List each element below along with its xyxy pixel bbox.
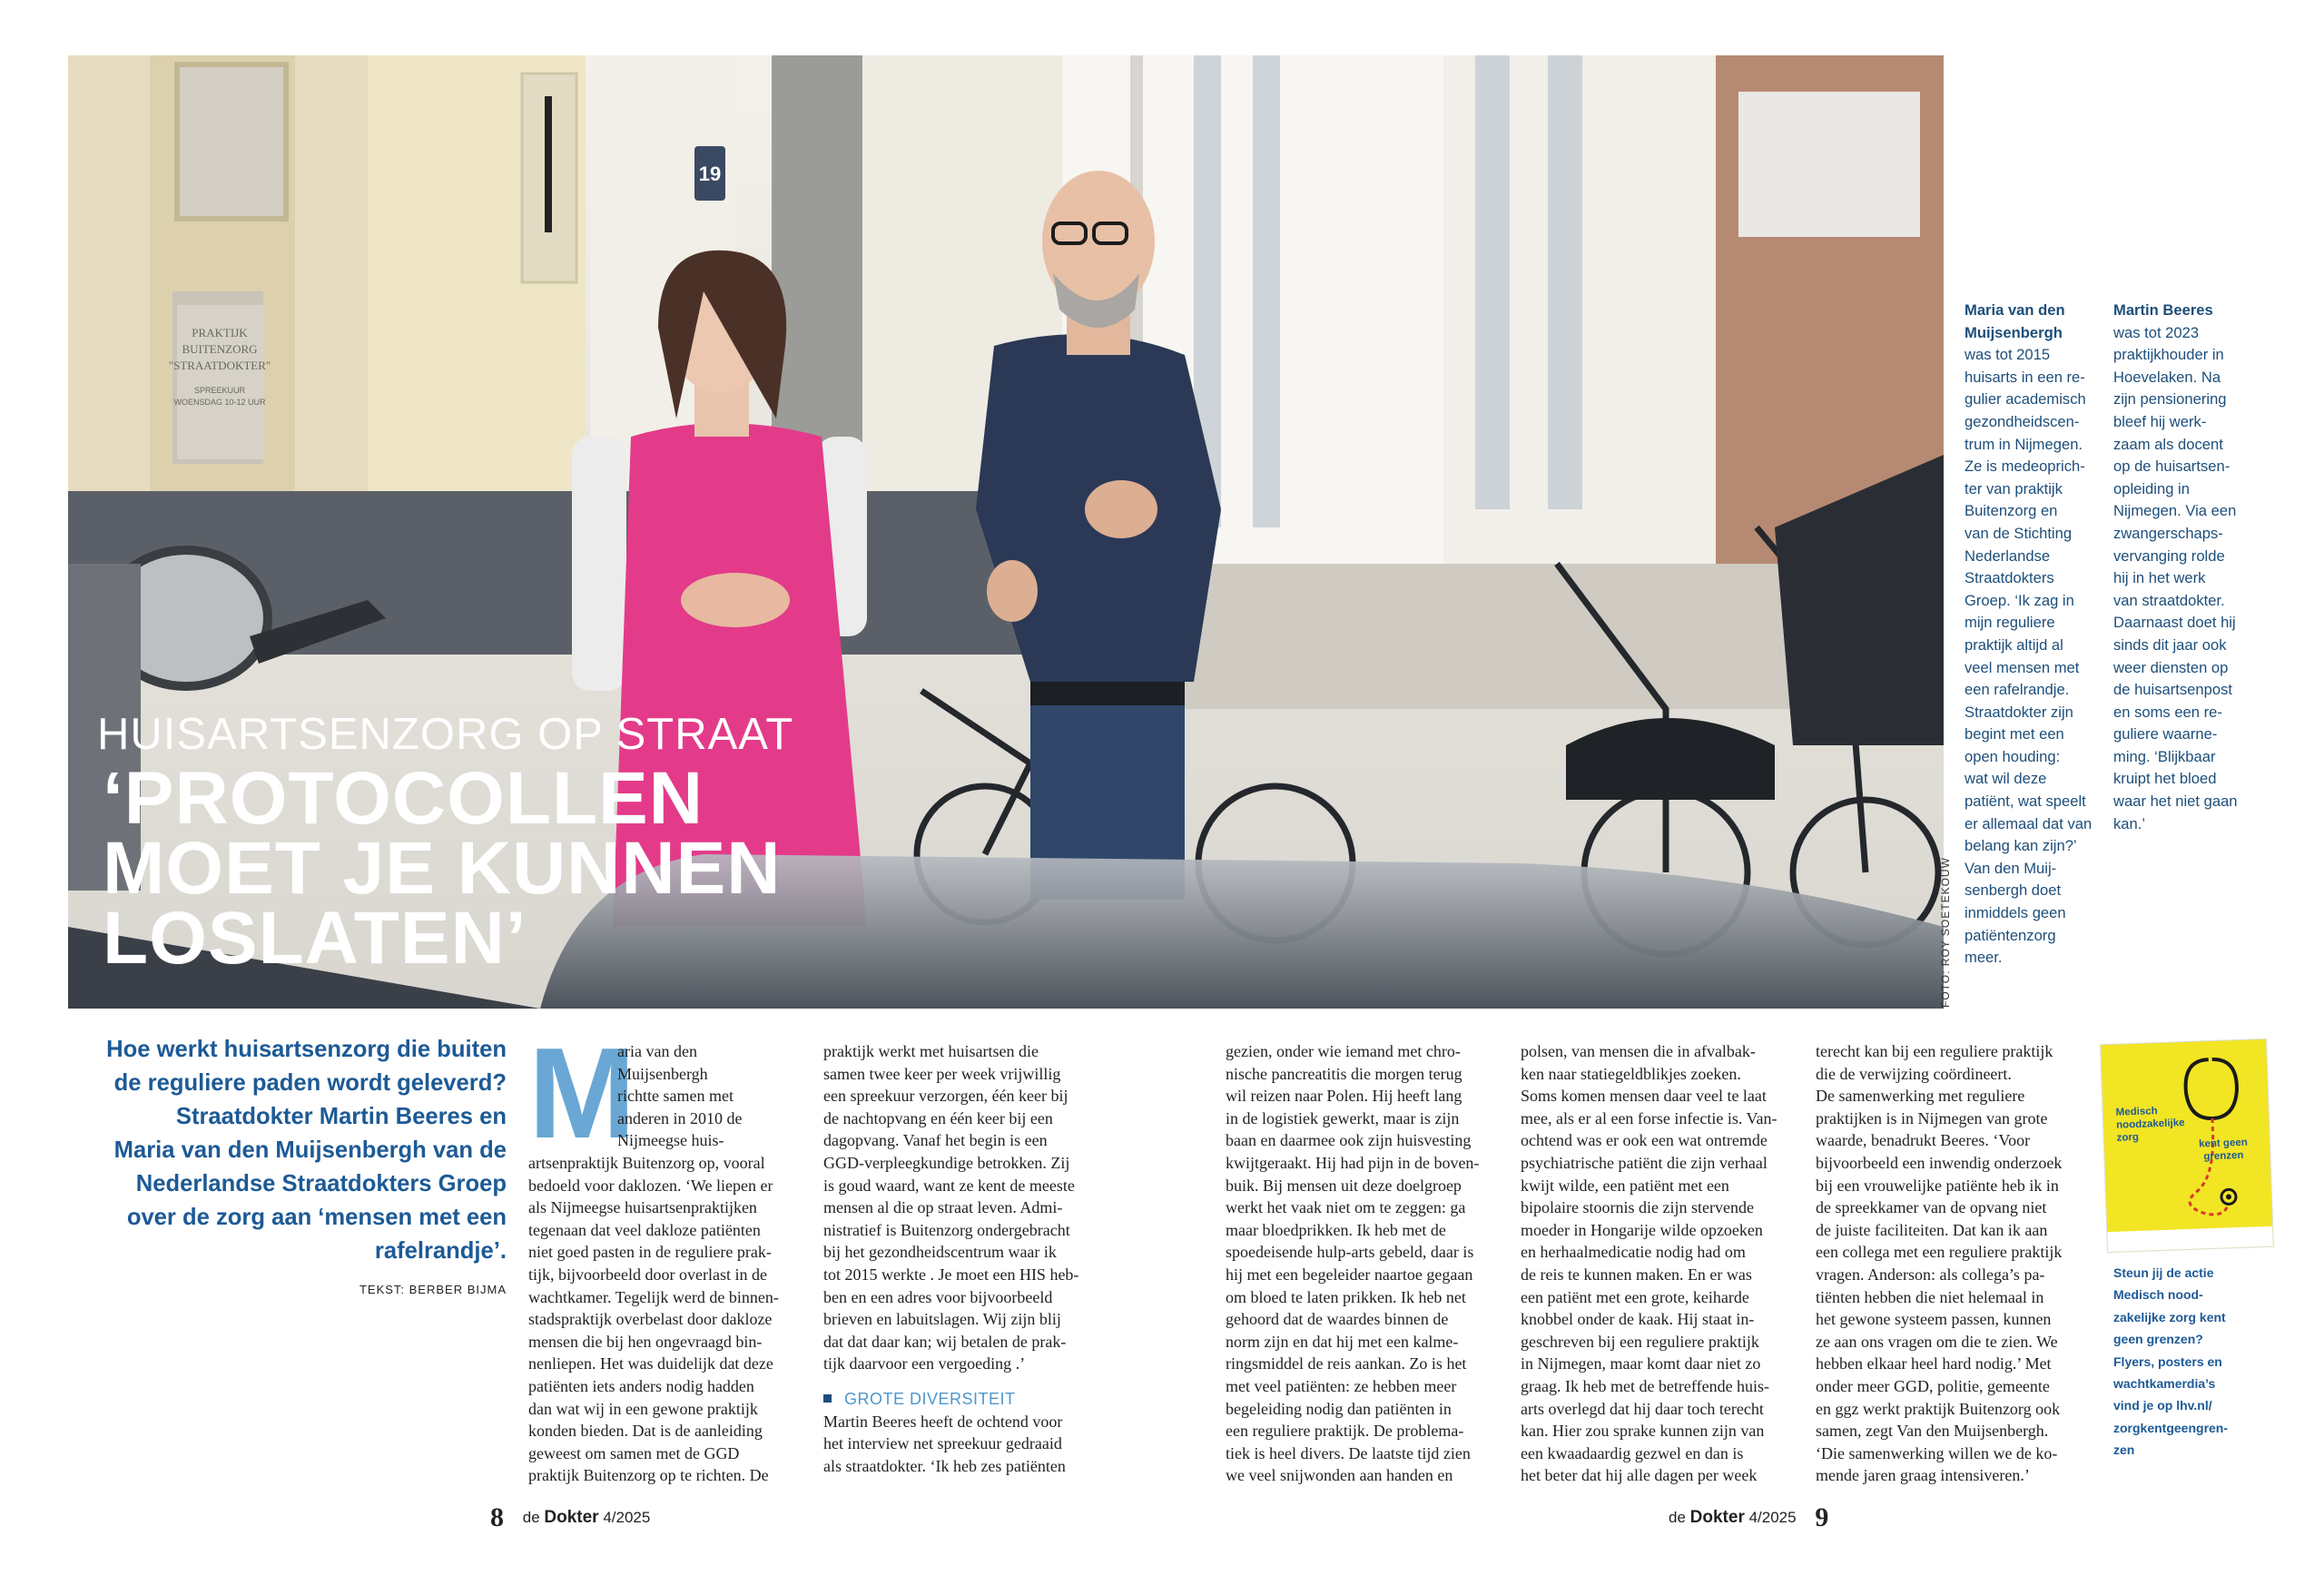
text-line: tiek is heel divers. De laatste tijd zien (1226, 1443, 1471, 1462)
text-line: werkt het vaak niet om te zeggen: ga (1226, 1198, 1466, 1217)
text-line: spoedeisende hulp-arts gebeld, daar is (1226, 1243, 1474, 1262)
page-number: 8 (490, 1502, 504, 1532)
text-line: arts overlegd dat hij daar toch terecht (1521, 1399, 1764, 1418)
poster-subtitle: kent geen grenzen (2198, 1137, 2248, 1163)
bio-line: hij in het werk (2113, 569, 2206, 587)
poster-title: Medisch noodzakelijke zorg (2115, 1106, 2185, 1144)
text-line: praktijk Buitenzorg op te richten. De (528, 1466, 769, 1485)
text-line: maar bloedprikken. Ik heb met de (1226, 1220, 1446, 1239)
headline-line: ‘PROTOCOLLEN (103, 757, 704, 840)
text-line: een reguliere praktijk. De problema- (1226, 1422, 1464, 1441)
bio-line: begint met een (1965, 725, 2064, 743)
text-line: mende jaren graag intensiveren.’ (1816, 1466, 2030, 1485)
text-line: bij een vrouwelijke patiënte heb ik in (1816, 1176, 2059, 1195)
body-column-4 (1521, 1040, 1802, 1487)
bio-line: zaam als docent (2113, 435, 2223, 453)
text-line: brieven en labuitslagen. Wij zijn blij (823, 1310, 1061, 1329)
text-line: mensen die bij hen ongevraagd bin- (528, 1332, 763, 1351)
magazine-name: Dokter (544, 1508, 599, 1527)
text-line: ringsmiddel de reis aankan. Zo is het (1226, 1354, 1467, 1373)
text-line: de spreekkamer van de opvang niet (1816, 1198, 2047, 1217)
bio-line: ter van praktijk (1965, 479, 2063, 497)
bio-line: kan.’ (2113, 814, 2146, 832)
text-line: bij het gezondheidscentrum waar ik (823, 1243, 1057, 1262)
text-line: terecht kan bij een reguliere praktijk (1816, 1042, 2053, 1060)
text-line: polsen, van mensen die in afvalbak- (1521, 1042, 1756, 1060)
text-line: tegenaan dat veel dakloze patiënten (528, 1220, 761, 1239)
svg-text:SPREEKUUR: SPREEKUUR (193, 386, 246, 395)
column-lines (823, 1411, 1100, 1478)
body-column-3 (1226, 1040, 1507, 1487)
text-line: ‘Die samenwerking willen we de ko- (1816, 1443, 2058, 1462)
bio-line: open houding: (1965, 747, 2061, 765)
text-line: ochtend was er ook een wat ontremde (1521, 1131, 1768, 1150)
bio-line: gulier academisch (1965, 390, 2086, 409)
bio-name: Muijsenbergh (1965, 323, 2063, 341)
article-intro (80, 1033, 507, 1268)
text-line: Soms komen mensen daar veel te laat (1521, 1087, 1767, 1106)
headline-line: MOET JE KUNNEN (103, 827, 782, 910)
text-line: GGD-verpleegkundige betrokken. Zij (823, 1153, 1070, 1172)
column-lines (1521, 1040, 1802, 1487)
headline-line: LOSLATEN’ (103, 897, 527, 980)
column-lines (1816, 1040, 2102, 1487)
bio-line: Straatdokters (1965, 569, 2054, 587)
text-line: wachtkamer. Tegelijk werd de binnen- (528, 1287, 779, 1306)
bio-line: er allemaal dat van (1965, 814, 2093, 832)
bio-line: opleiding in (2113, 479, 2190, 497)
text-line: de juiste faciliteiten. Dat kan ik aan (1816, 1220, 2048, 1239)
text-line: buik. Bij mensen uit deze doelgroep (1226, 1176, 1462, 1195)
text-line: Muijsenbergh (617, 1064, 708, 1083)
bio-line: veel mensen met (1965, 658, 2080, 676)
text-line: nenliepen. Het was duidelijk dat deze (528, 1354, 773, 1373)
square-bullet-icon (823, 1394, 832, 1403)
bio-line: weer diensten op (2113, 658, 2229, 676)
bio-line: praktijkhouder in (2113, 346, 2224, 364)
article-kicker: HUISARTSENZORG OP STRAAT (97, 710, 794, 759)
text-line: kwijt wilde, een patiënt met een (1521, 1176, 1729, 1195)
bio-line: patiënt, wat speelt (1965, 792, 2086, 811)
bio-line: belang kan zijn?’ (1965, 837, 2077, 855)
sidebar-caption (2113, 1262, 2250, 1462)
campaign-poster (2101, 1039, 2273, 1252)
intro-line: over de zorg aan ‘mensen met een (126, 1205, 507, 1230)
caption-line: zen (2113, 1442, 2135, 1458)
text-line: ken naar statiegeldblikjes zoeken. (1521, 1064, 1741, 1083)
text-line: kwijtgeraakt. Hij had pijn in de boven- (1226, 1153, 1480, 1172)
svg-text:WOENSDAG 10-12 UUR: WOENSDAG 10-12 UUR (173, 398, 266, 407)
text-line: dagopvang. Vanaf het begin is een (823, 1131, 1048, 1150)
svg-text:19: 19 (698, 162, 722, 185)
bio-line: waar het niet gaan (2113, 792, 2238, 811)
text-line: niet goed pasten in de reguliere prak- (528, 1243, 772, 1262)
text-line: baan en daarmee ook zijn huisvesting (1226, 1131, 1472, 1150)
bio-line: bleef hij werk- (2113, 412, 2207, 430)
text-line: Martin Beeres heeft de ochtend voor (823, 1412, 1063, 1431)
bio-name: Maria van den (1965, 301, 2065, 319)
text-line: we veel snijwonden aan handen en (1226, 1466, 1453, 1485)
text-line: samen, zegt Van den Muijsenbergh. (1816, 1422, 2049, 1441)
column-lines (823, 1040, 1100, 1375)
bio-maria (1965, 300, 2101, 970)
bio-line: patiëntenzorg (1965, 926, 2056, 944)
column-lines (528, 1152, 805, 1487)
text-line: de reis te kunnen maken. En er was (1521, 1265, 1752, 1284)
text-line: het gewone systeem passen, kunnen (1816, 1310, 2052, 1329)
text-line: graag. Ik heb met de betreffende huis- (1521, 1376, 1770, 1395)
text-line: bedoeld voor daklozen. ‘We liepen er (528, 1176, 773, 1195)
bio-line: inmiddels geen (1965, 904, 2066, 922)
text-line: knobbel onder de kaak. Hij staat in- (1521, 1310, 1755, 1329)
text-line: geweest om samen met de GGD (528, 1443, 740, 1462)
bio-line: Buitenzorg en (1965, 502, 2058, 520)
bio-line: trum in Nijmegen. (1965, 435, 2083, 453)
text-line: ze aan ons vragen om die te zien. We (1816, 1332, 2058, 1351)
caption-line: vind je op lhv.nl/ (2113, 1398, 2212, 1413)
caption-line: Steun jij de actie (2113, 1265, 2214, 1280)
text-line: anderen in 2010 de (617, 1108, 743, 1127)
folio-right: de Dokter 4/2025 9 (1669, 1502, 1829, 1532)
caption-line: zakelijke zorg kent (2113, 1309, 2226, 1324)
text-line: mensen al die op straat leven. Admi- (823, 1198, 1063, 1217)
bio-line: Groep. ‘Ik zag in (1965, 591, 2074, 609)
bio-line: Straatdokter zijn (1965, 703, 2073, 721)
text-line: samen twee keer per week vrijwillig (823, 1064, 1061, 1083)
text-line: waarde, benadrukt Beeres. ‘Voor (1816, 1131, 2031, 1150)
bio-line: guliere waarne- (2113, 725, 2218, 743)
bio-line: ming. ‘Blijkbaar (2113, 747, 2216, 765)
bio-line: op de huisartsen- (2113, 458, 2230, 476)
text-line: dat dat daar kan; wij betalen de prak- (823, 1332, 1067, 1351)
body-column-1 (528, 1021, 805, 1487)
magazine-name: Dokter (1689, 1508, 1745, 1527)
text-line: onder meer GGD, politie, gemeente (1816, 1376, 2050, 1395)
text-line: en ggz werkt praktijk Buitenzorg ook (1816, 1399, 2061, 1418)
bio-martin (2113, 300, 2250, 835)
svg-text:"STRAATDOKTER": "STRAATDOKTER" (168, 359, 271, 372)
text-line: tijk, bijvoorbeeld door overlast in de (528, 1265, 767, 1284)
bio-line: meer. (1965, 949, 2003, 967)
text-line: patiënten iets anders nodig hadden (528, 1376, 754, 1395)
text-line: hebben elkaar heel hard nodig.’ Met (1816, 1354, 2052, 1373)
intro-line: Maria van den Muijsenbergh van de (113, 1137, 507, 1163)
caption-line: geen grenzen? (2113, 1332, 2203, 1347)
article-headline (103, 757, 782, 980)
text-line: om bloed te laten prikken. Ik heb net (1226, 1287, 1466, 1306)
text-line: aria van den (617, 1042, 697, 1060)
intro-line: rafelrandje’. (374, 1238, 507, 1264)
bio-line: was tot 2023 (2113, 323, 2200, 341)
text-line: wil reizen naar Polen. Hij heeft lang (1226, 1087, 1462, 1106)
text-line: in de logistiek gewerkt, maar is zijn (1226, 1108, 1460, 1127)
issue-number: 4/2025 (1748, 1509, 1797, 1526)
text-line: bijvoorbeeld een inwendig onderzoek (1816, 1153, 2063, 1172)
bio-line: Nederlandse (1965, 546, 2051, 565)
bio-name: Martin Beeres (2113, 301, 2213, 319)
text-line: nische pancreatitis die morgen terug (1226, 1064, 1462, 1083)
byline: TEKST: BERBER BIJMA (359, 1283, 507, 1296)
text-line: gezien, onder wie iemand met chro- (1226, 1042, 1461, 1060)
text-line: als Nijmeegse huisartsenpraktijken (528, 1198, 757, 1217)
text-line: tijk daarvoor een vergoeding .’ (823, 1354, 1026, 1373)
intro-line: de reguliere paden wordt geleverd? (113, 1070, 507, 1096)
column-lines (1226, 1040, 1507, 1487)
intro-line: Nederlandse Straatdokters Groep (135, 1171, 507, 1196)
intro-line: Hoe werkt huisartsenzorg die buiten (106, 1037, 507, 1062)
bio-line: wat wil deze (1965, 770, 2047, 788)
text-line: de nachtopvang en één keer bij een (823, 1108, 1053, 1127)
bio-line: vervanging rolde (2113, 546, 2225, 565)
text-line: artsenpraktijk Buitenzorg op, vooral (528, 1153, 765, 1172)
bio-line: gezondheidscen- (1965, 412, 2080, 430)
text-line: psychiatrische patiënt die zijn verhaal (1521, 1153, 1768, 1172)
text-line: kan. Hier zou sprake kunnen zijn van (1521, 1422, 1765, 1441)
bio-line: een rafelrandje. (1965, 681, 2070, 699)
text-line: stadspraktijk overbelast door dakloze (528, 1310, 773, 1329)
text-line: is goud waard, want ze kent de meeste (823, 1176, 1075, 1195)
intro-line: Straatdokter Martin Beeres en (175, 1104, 507, 1129)
svg-text:PRAKTIJK: PRAKTIJK (192, 326, 248, 340)
bio-line: mijn reguliere (1965, 614, 2055, 632)
bio-line: en soms een re- (2113, 703, 2222, 721)
text-line: hij met een begeleider naartoe gegaan (1226, 1265, 1473, 1284)
text-line: vragen. Anderson: als collega’s pa- (1816, 1265, 2045, 1284)
bio-line: Hoevelaken. Na (2113, 368, 2221, 386)
text-line: gehoord dat de waardes binnen de (1226, 1310, 1449, 1329)
text-line: nistratief is Buitenzorg ondergebracht (823, 1220, 1070, 1239)
section-subhead: GROTE DIVERSITEIT (823, 1388, 1100, 1411)
text-line: moeder in Hongarije wilde opzoeken (1521, 1220, 1763, 1239)
svg-text:BUITENZORG: BUITENZORG (182, 342, 258, 356)
bio-line: zijn pensionering (2113, 390, 2227, 409)
text-line: konden bieden. Dat is de aanleiding (528, 1422, 763, 1441)
text-line: een collega met een reguliere praktijk (1816, 1243, 2063, 1262)
text-line: en herhaalmedicatie nodig had om (1521, 1243, 1746, 1262)
drop-cap: M (528, 1021, 636, 1166)
caption-line: Medisch nood- (2113, 1287, 2203, 1303)
bio-line: praktijk altijd al (1965, 635, 2063, 654)
text-line: praktijken is in Nijmegen van grote (1816, 1108, 2048, 1127)
bio-line: van de Stichting (1965, 524, 2073, 542)
text-line: richtte samen met (617, 1087, 734, 1106)
text-line: als straatdokter. ‘Ik heb zes patiënten (823, 1456, 1066, 1475)
bio-line: van straatdokter. (2113, 591, 2225, 609)
bio-line: de huisartsenpost (2113, 681, 2232, 699)
text-line: een patiënt met een grote, keiharde (1521, 1287, 1749, 1306)
body-column-2 (823, 1040, 1100, 1477)
caption-line: Flyers, posters en (2113, 1354, 2222, 1369)
text-line: praktijk werkt met huisartsen die (823, 1042, 1039, 1060)
issue-number: 4/2025 (603, 1509, 651, 1526)
bio-line: sinds dit jaar ook (2113, 635, 2227, 654)
text-line: het interview net spreekuur gedraaid (823, 1434, 1062, 1453)
page-number: 9 (1815, 1502, 1829, 1532)
bio-line: was tot 2015 (1965, 346, 2051, 364)
text-line: het beter dat hij alle dagen per week (1521, 1466, 1758, 1485)
bio-line: Van den Muij- (1965, 859, 2057, 877)
text-line: Nijmeegse huis- (617, 1131, 724, 1150)
text-line: een kwaadaardig gezwel en dan is (1521, 1443, 1744, 1462)
text-line: tot 2015 werkte . Je moet een HIS heb- (823, 1265, 1079, 1284)
text-line: ben en een adres voor bijvoorbeeld (823, 1287, 1053, 1306)
text-line: geschreven bij een reguliere praktijk (1521, 1332, 1759, 1351)
bio-line: senbergh doet (1965, 881, 2062, 900)
bio-line: kruipt het bloed (2113, 770, 2217, 788)
bio-line: huisarts in een re- (1965, 368, 2085, 386)
hero-photo (68, 55, 1944, 1009)
text-line: begeleiding nodig dan patiënten in (1226, 1399, 1452, 1418)
text-line: De samenwerking met reguliere (1816, 1087, 2025, 1106)
text-line: die de verwijzing coördineert. (1816, 1064, 2012, 1083)
bio-line: Ze is medeoprich- (1965, 458, 2085, 476)
caption-line: zorgkentgeengren- (2113, 1420, 2229, 1435)
text-line: een spreekuur verzorgen, één keer bij (823, 1087, 1068, 1106)
text-line: mee, als er al een forse infectie is. Van- (1521, 1108, 1777, 1127)
bio-line: zwangerschaps- (2113, 524, 2223, 542)
text-line: in Nijmegen, maar komt daar niet zo (1521, 1354, 1761, 1373)
body-column-5 (1816, 1040, 2102, 1487)
bio-line: Daarnaast doet hij (2113, 614, 2236, 632)
text-line: tiënten hebben die niet helemaal in (1816, 1287, 2044, 1306)
folio-left: 8 de Dokter 4/2025 (490, 1502, 651, 1532)
text-line: dan wat wij in een gewone praktijk (528, 1399, 758, 1418)
text-line: met veel patiënten: ze hebben meer (1226, 1376, 1457, 1395)
text-line: bipolaire stoornis die zijn stervende (1521, 1198, 1754, 1217)
text-line: norm zijn en dat hij met een kalme- (1226, 1332, 1459, 1351)
caption-line: wachtkamerdia’s (2113, 1376, 2216, 1392)
bio-line: Nijmegen. Via een (2113, 502, 2237, 520)
